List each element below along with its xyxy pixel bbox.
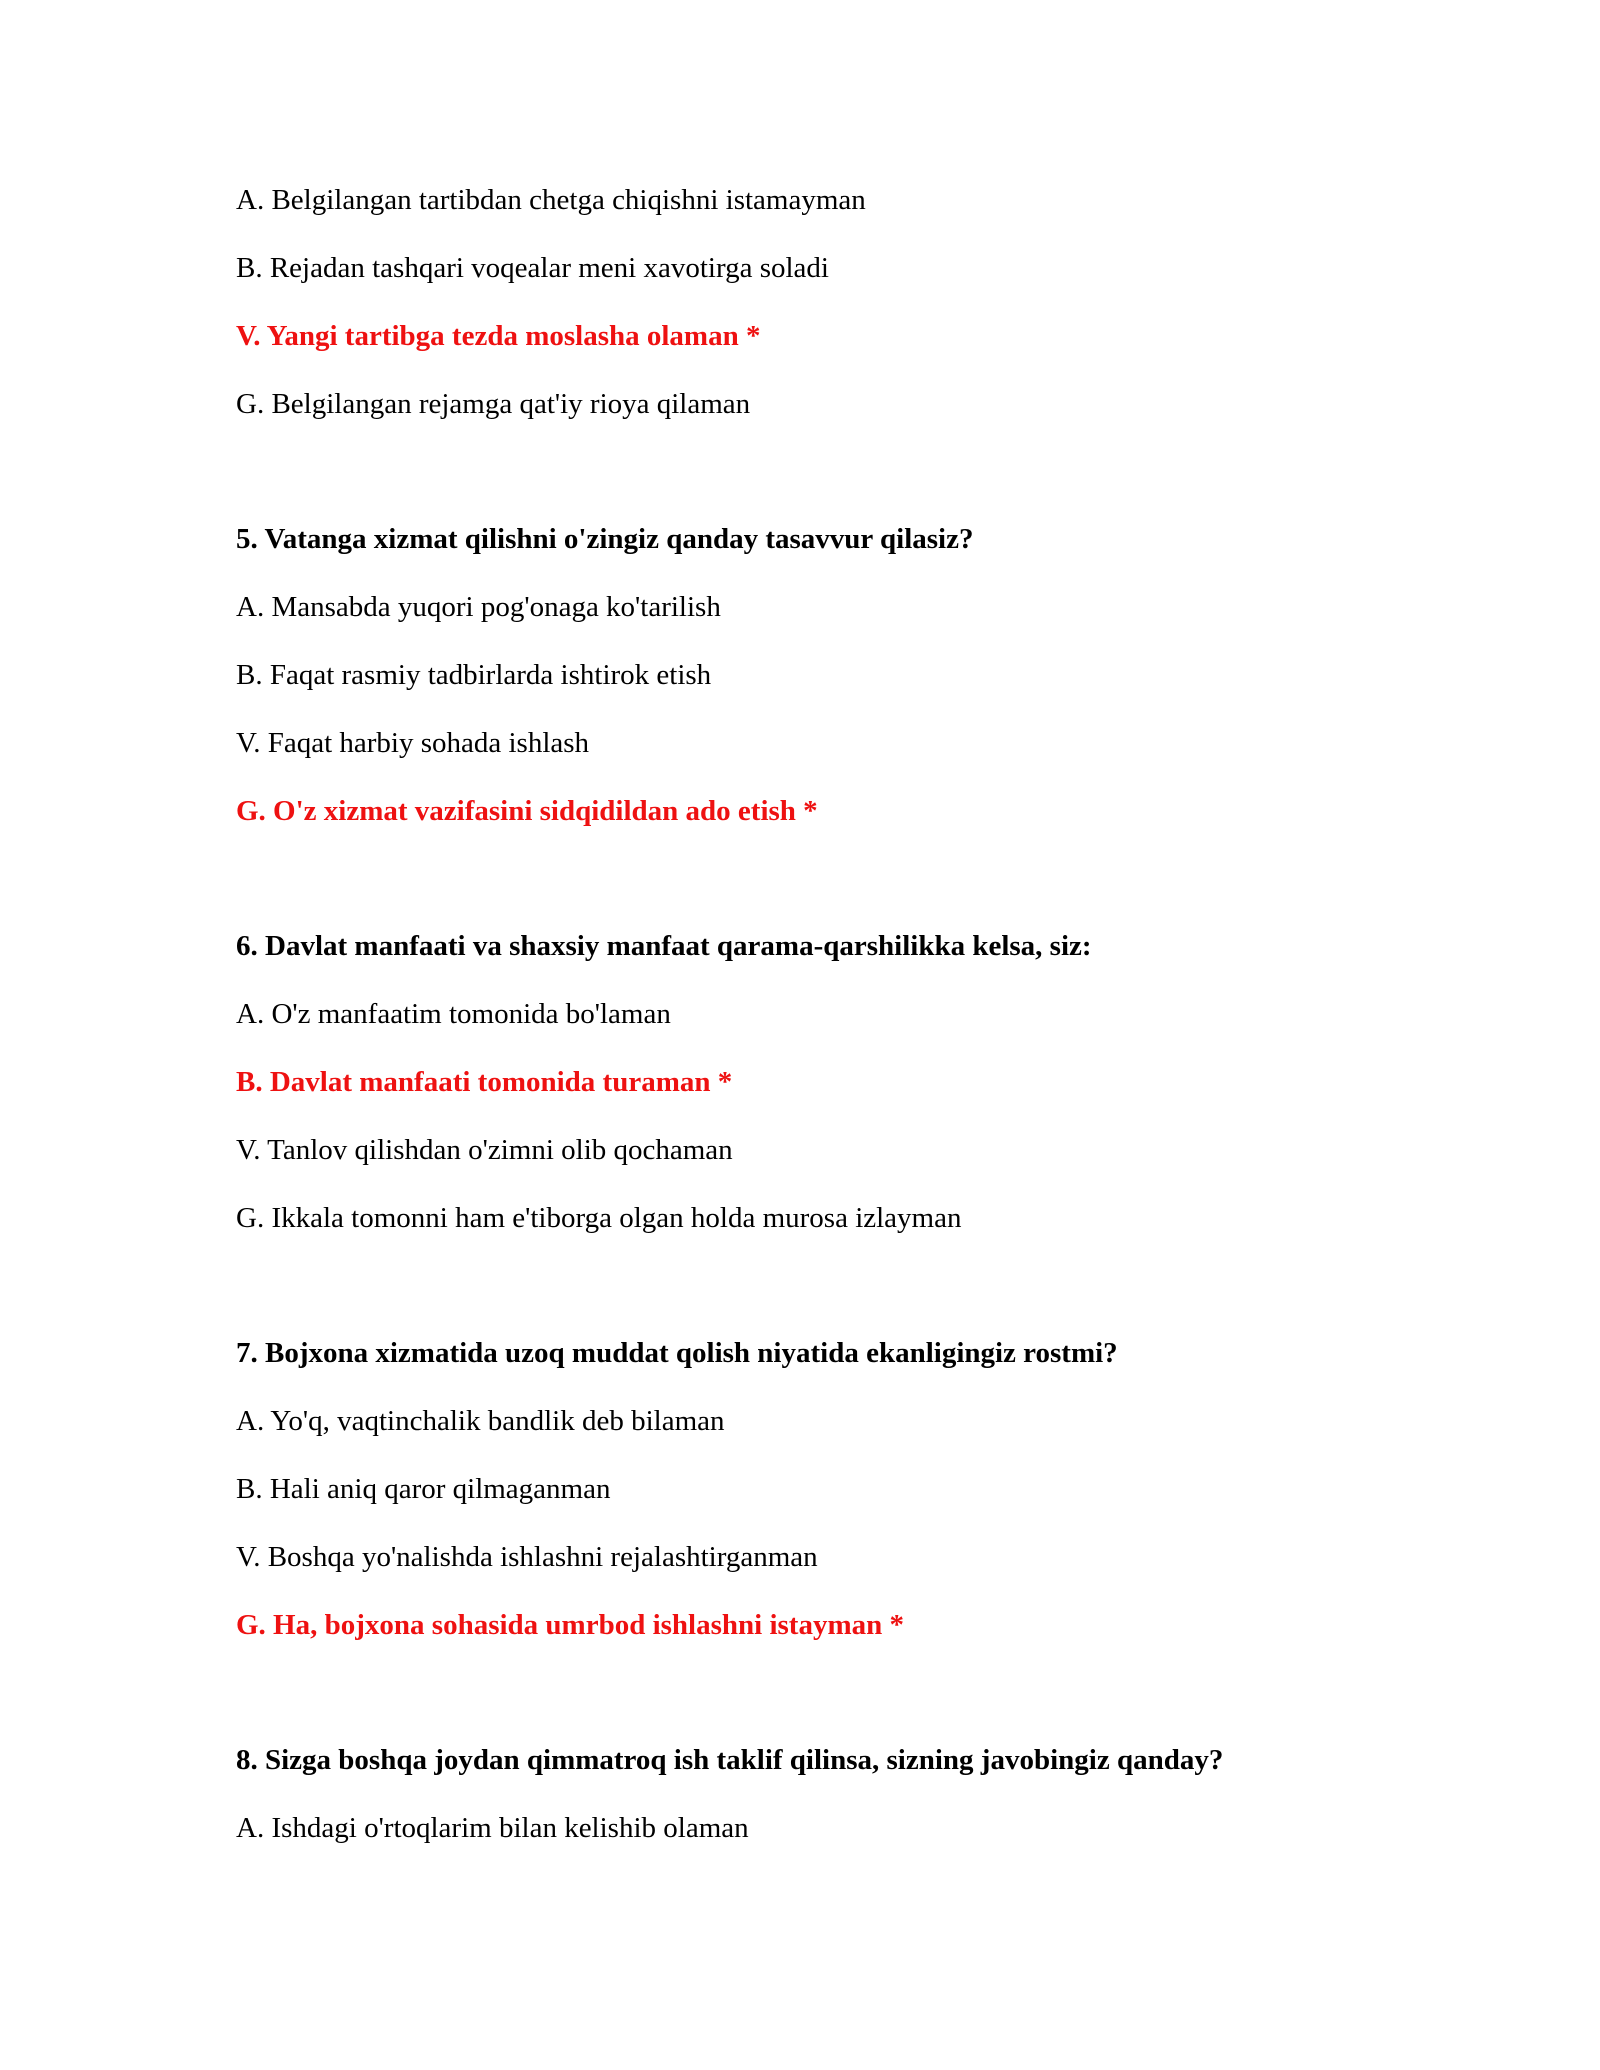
option-g-correct: G. Ha, bojxona sohasida umrbod ishlashni istayman * <box>236 1609 904 1641</box>
option-a: A. Mansabda yuqori pog'onaga ko'tarilish <box>236 591 721 623</box>
option-v: V. Faqat harbiy sohada ishlash <box>236 727 590 759</box>
option-b: B. Faqat rasmiy tadbirlarda ishtirok etish <box>236 659 712 691</box>
option-v: V. Boshqa yo'nalishda ishlashni rejalashtirganman <box>236 1541 818 1573</box>
option-v: V. Tanlov qilishdan o'zimni olib qochaman <box>236 1134 733 1166</box>
question-title: 5. Vatanga xizmat qilishni o'zingiz qanday tasavvur qilasiz? <box>236 523 974 555</box>
question-title: 8. Sizga boshqa joydan qimmatroq ish taklif qilinsa, sizning javobingiz qanday? <box>236 1744 1224 1776</box>
option-g: G. Ikkala tomonni ham e'tiborga olgan holda murosa izlayman <box>236 1202 962 1234</box>
question-title: 7. Bojxona xizmatida uzoq muddat qolish niyatida ekanligingiz rostmi? <box>236 1337 1118 1369</box>
question-block-6 <box>236 929 1386 1235</box>
question-title: 6. Davlat manfaati va shaxsiy manfaat qarama-qarshilikka kelsa, siz: <box>236 930 1092 962</box>
option-v-correct: V. Yangi tartibga tezda moslasha olaman * <box>236 320 761 352</box>
document-page <box>236 183 1386 1879</box>
option-b: B. Rejadan tashqari voqealar meni xavotirga soladi <box>236 252 829 284</box>
question-block-5 <box>236 522 1386 828</box>
option-b: B. Hali aniq qaror qilmaganman <box>236 1473 611 1505</box>
option-g: G. Belgilangan rejamga qat'iy rioya qilaman <box>236 388 751 420</box>
question-block-4 <box>236 183 1386 421</box>
option-a: A. Ishdagi o'rtoqlarim bilan kelishib olaman <box>236 1812 749 1844</box>
option-a: A. O'z manfaatim tomonida bo'laman <box>236 998 671 1030</box>
option-a: A. Yo'q, vaqtinchalik bandlik deb bilaman <box>236 1405 725 1437</box>
option-a: A. Belgilangan tartibdan chetga chiqishni istamayman <box>236 184 866 216</box>
option-b-correct: B. Davlat manfaati tomonida turaman * <box>236 1066 733 1098</box>
option-g-correct: G. O'z xizmat vazifasini sidqidildan ado etish * <box>236 795 818 827</box>
question-block-7 <box>236 1336 1386 1642</box>
question-block-8 <box>236 1743 1386 1845</box>
